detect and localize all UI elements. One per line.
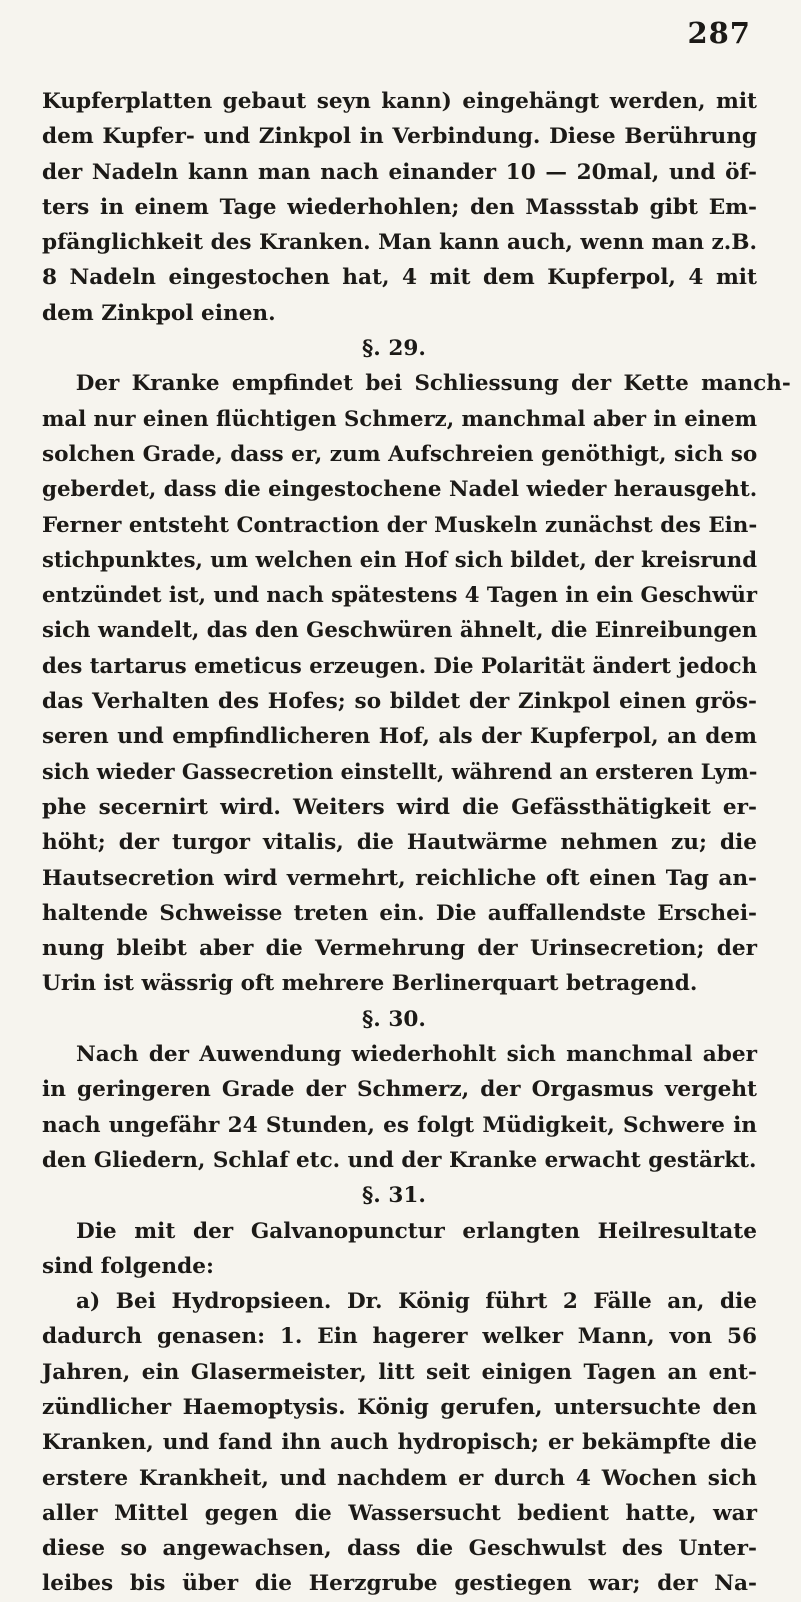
text-line: der Nadeln kann man nach einander 10 — 20mal, und öf- bbox=[42, 159, 757, 185]
text-line: leibes bis über die Herzgrube gestiegen war; der Na- bbox=[42, 1571, 757, 1597]
text-line: in geringeren Grade der Schmerz, der Orgasmus vergeht bbox=[42, 1077, 757, 1103]
text-line: Ferner entsteht Contraction der Muskeln zunächst des Ein- bbox=[42, 512, 758, 538]
text-line: das Verhalten des Hofes; so bildet der Zinkpol einen grös- bbox=[42, 689, 757, 715]
text-line: entzündet ist, und nach spätestens 4 Tagen in ein Geschwür bbox=[42, 583, 758, 609]
text-line: den Gliedern, Schlaf etc. und der Kranke erwacht gestärkt. bbox=[42, 1147, 757, 1173]
text-line: haltende Schweisse treten ein. Die auffallendste Erschei- bbox=[42, 900, 757, 926]
text-line: pfänglichkeit des Kranken. Man kann auch, wenn man z.B. bbox=[42, 230, 758, 256]
text-line: diese so angewachsen, dass die Geschwulst des Unter- bbox=[42, 1536, 757, 1562]
text-line: geberdet, dass die eingestochene Nadel wieder herausgeht. bbox=[42, 477, 758, 503]
paragraph bbox=[42, 1037, 757, 1178]
text-line: ters in einem Tage wiederhohlen; den Massstab gibt Em- bbox=[42, 194, 757, 220]
text-line: Hautsecretion wird vermehrt, reichliche oft einen Tag an- bbox=[42, 865, 757, 891]
text-line: sich wieder Gassecretion einstellt, während an ersteren Lym- bbox=[42, 759, 758, 785]
section-heading: §. 31. bbox=[362, 1183, 426, 1209]
text-line: nung bleibt aber die Vermehrung der Urinsecretion; der bbox=[42, 936, 757, 962]
page-body bbox=[42, 84, 791, 1602]
text-line: zündlicher Haemoptysis. König gerufen, untersuchte den bbox=[42, 1394, 757, 1420]
text-line: Die mit der Galvanopunctur erlangten Heilresultate bbox=[76, 1218, 757, 1244]
text-line: phe secernirt wird. Weiters wird die Gefässthätigkeit er- bbox=[42, 794, 757, 820]
text-line: sind folgende: bbox=[42, 1253, 214, 1279]
text-line: Der Kranke empfindet bei Schliessung der Kette manch- bbox=[75, 371, 791, 397]
paragraph bbox=[42, 84, 757, 331]
text-line: des tartarus emeticus erzeugen. Die Polarität ändert jedoch bbox=[42, 653, 758, 679]
text-line: aller Mittel gegen die Wassersucht bedient hatte, war bbox=[42, 1500, 757, 1526]
text-line: Urin ist wässrig oft mehrere Berlinerquart betragend. bbox=[42, 971, 698, 997]
text-line: mal nur einen flüchtigen Schmerz, manchmal aber in einem bbox=[42, 406, 758, 432]
paragraph bbox=[42, 366, 791, 1001]
paragraph bbox=[42, 1284, 757, 1602]
text-line: Jahren, ein Glasermeister, litt seit einigen Tagen an ent- bbox=[42, 1359, 757, 1385]
text-line: stichpunktes, um welchen ein Hof sich bildet, der kreisrund bbox=[42, 547, 758, 573]
section-heading: §. 30. bbox=[362, 1006, 426, 1032]
text-line: erstere Krankheit, und nachdem er durch 4 Wochen sich bbox=[42, 1465, 757, 1491]
text-line: solchen Grade, dass er, zum Aufschreien genöthigt, sich so bbox=[42, 441, 758, 467]
text-line: seren und empfindlicheren Hof, als der Kupferpol, an dem bbox=[42, 724, 757, 750]
text-line: höht; der turgor vitalis, die Hautwärme nehmen zu; die bbox=[42, 830, 757, 856]
text-line: Kupferplatten gebaut seyn kann) eingehängt werden, mit bbox=[42, 89, 757, 114]
page-number: 287 bbox=[687, 16, 751, 50]
text-line: sich wandelt, das den Geschwüren ähnelt, die Einreibungen bbox=[42, 618, 758, 644]
text-line: Nach der Auwendung wiederhohlt sich manchmal aber bbox=[76, 1042, 757, 1068]
text-line: dem Zinkpol einen. bbox=[42, 300, 276, 326]
section-heading: §. 29. bbox=[362, 336, 426, 362]
text-line: nach ungefähr 24 Stunden, es folgt Müdigkeit, Schwere in bbox=[42, 1112, 757, 1138]
text-line: Kranken, und fand ihn auch hydropisch; er bekämpfte die bbox=[42, 1430, 757, 1456]
text-line: dem Kupfer- und Zinkpol in Verbindung. Diese Berührung bbox=[42, 124, 757, 150]
paragraph bbox=[42, 1214, 757, 1285]
text-line: 8 Nadeln eingestochen hat, 4 mit dem Kupferpol, 4 mit bbox=[42, 265, 757, 291]
text-line: a) Bei Hydropsieen. Dr. König führt 2 Fälle an, die bbox=[76, 1289, 757, 1315]
text-line: dadurch genasen: 1. Ein hagerer welker Mann, von 56 bbox=[42, 1324, 757, 1350]
